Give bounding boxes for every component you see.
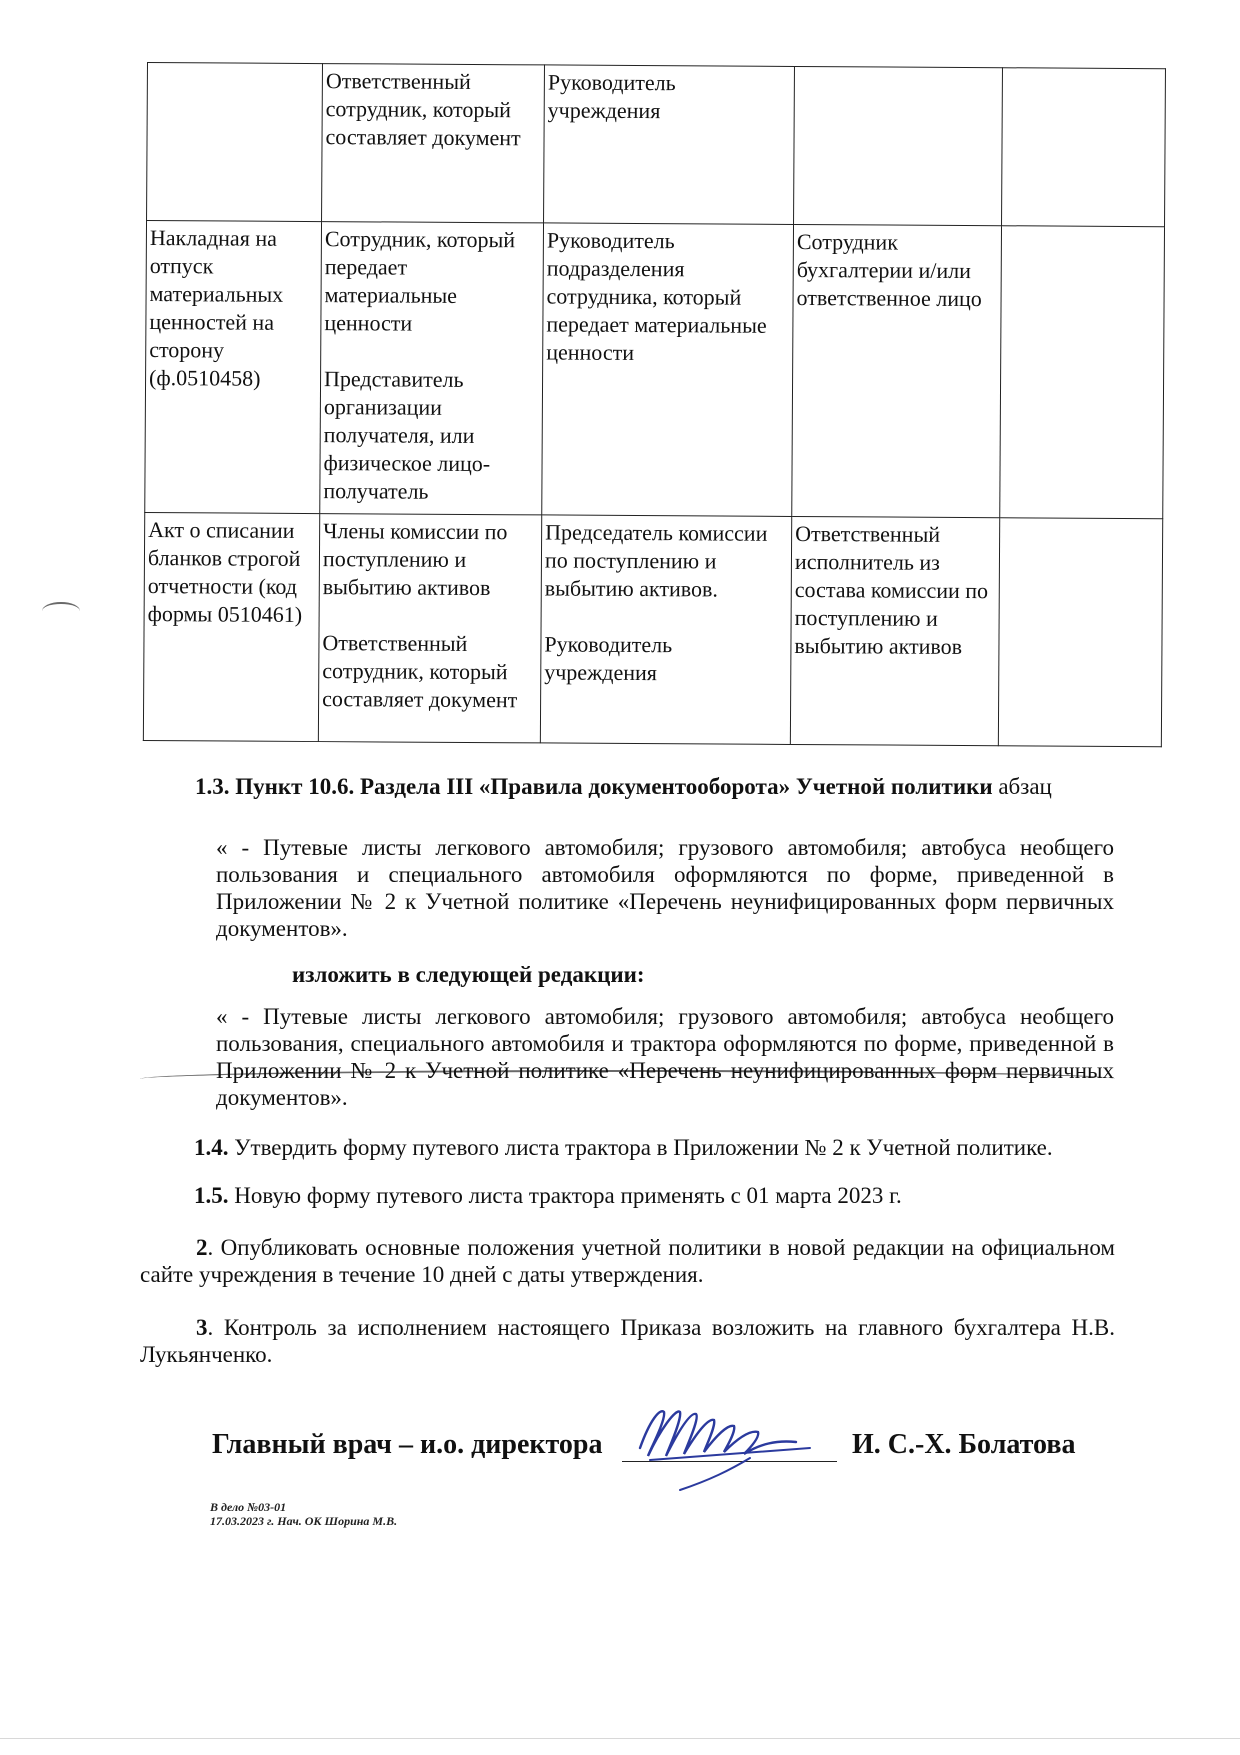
cell-approver: Руководитель учреждения	[544, 65, 795, 225]
item-1-3-title: 1.3. Пункт 10.6. Раздела III «Правила документооборота» Учетной политики	[195, 774, 993, 799]
item-2-number: 2	[196, 1235, 208, 1260]
signer-role: Главный врач – и.о. директора	[212, 1429, 603, 1460]
cell-document	[147, 63, 323, 222]
cell-extra	[1000, 226, 1165, 519]
cell-signers: Члены комиссии по поступлению и выбытию активов Ответственный сотрудник, который составляет документ	[318, 514, 541, 743]
table-row	[145, 221, 1165, 519]
signers-table	[143, 62, 1166, 747]
cell-document: Накладная на отпуск материальных ценностей на сторону (ф.0510458)	[145, 221, 322, 514]
quote-old-wording: « - Путевые листы легкового автомобиля; грузового автомобиля; автобуса необщего пользования и специального автомобиля оформляются по форме, приведенной в Приложении № 2 к Учетной политике «Перечень неунифицированных форм первичных документов».	[216, 835, 1114, 941]
scan-edge-line	[0, 1738, 1240, 1739]
item-3-text: . Контроль за исполнением настоящего Приказа возложить на главного бухгалтера Н.В. Лукьянченко.	[140, 1315, 1115, 1367]
item-1-5-text: Новую форму путевого листа трактора применять с 01 марта 2023 г.	[228, 1183, 902, 1208]
item-2-text: . Опубликовать основные положения учетной политики в новой редакции на официальном сайте учреждения в течение 10 дней с даты утверждения.	[140, 1235, 1115, 1287]
item-1-5-number: 1.5.	[194, 1183, 229, 1208]
cell-extra	[1002, 68, 1166, 227]
cell-checker: Ответственный исполнитель из состава комиссии по поступлению и выбытию активов	[790, 516, 999, 745]
table-row	[147, 63, 1166, 227]
punch-hole-mark	[42, 602, 80, 620]
cell-approver: Руководитель подразделения сотрудника, который передает материальные ценности	[542, 223, 794, 517]
redaction-label: изложить в следующей редакции:	[292, 962, 645, 987]
item-1-3-tail: абзац	[992, 774, 1052, 799]
cell-signers: Ответственный сотрудник, который составляет документ	[322, 64, 545, 223]
item-3-paragraph	[140, 1314, 1115, 1368]
item-1-3-paragraph	[195, 773, 1115, 800]
cell-checker: Сотрудник бухгалтерии и/или ответственное лицо	[792, 224, 1002, 517]
item-1-4-text: Утвердить форму путевого листа трактора в Приложении № 2 к Учетной политике.	[228, 1135, 1053, 1160]
cell-signers: Сотрудник, который передает материальные ценности Представитель организации получателя, или физическое лицо-получатель	[320, 222, 544, 515]
item-1-4-number: 1.4.	[194, 1135, 229, 1160]
quote-new-wording: « - Путевые листы легкового автомобиля; грузового автомобиля; автобуса необщего пользования, специального автомобиля и трактора оформляются по форме, приведенной в Приложении № 2 к Учетной политике «Перечень неунифицированных форм первичных документов».	[216, 1004, 1114, 1110]
cell-document: Акт о списании бланков строгой отчетности (код формы 0510461)	[143, 512, 319, 741]
signer-name: И. С.-Х. Болатова	[852, 1429, 1076, 1460]
item-2-paragraph	[140, 1234, 1115, 1288]
filing-note: В дело №03-01 17.03.2023 г. Нач. ОК Шорина М.В.	[210, 1500, 398, 1528]
item-1-4-paragraph	[194, 1134, 1124, 1161]
table-row	[143, 512, 1162, 746]
cell-extra	[998, 518, 1162, 747]
handwritten-signature	[620, 1390, 820, 1500]
cell-checker	[794, 66, 1003, 225]
cell-approver: Председатель комиссии по поступлению и выбытию активов. Руководитель учреждения	[540, 515, 791, 745]
item-1-5-paragraph	[194, 1182, 1124, 1209]
item-3-number: 3	[196, 1315, 208, 1340]
